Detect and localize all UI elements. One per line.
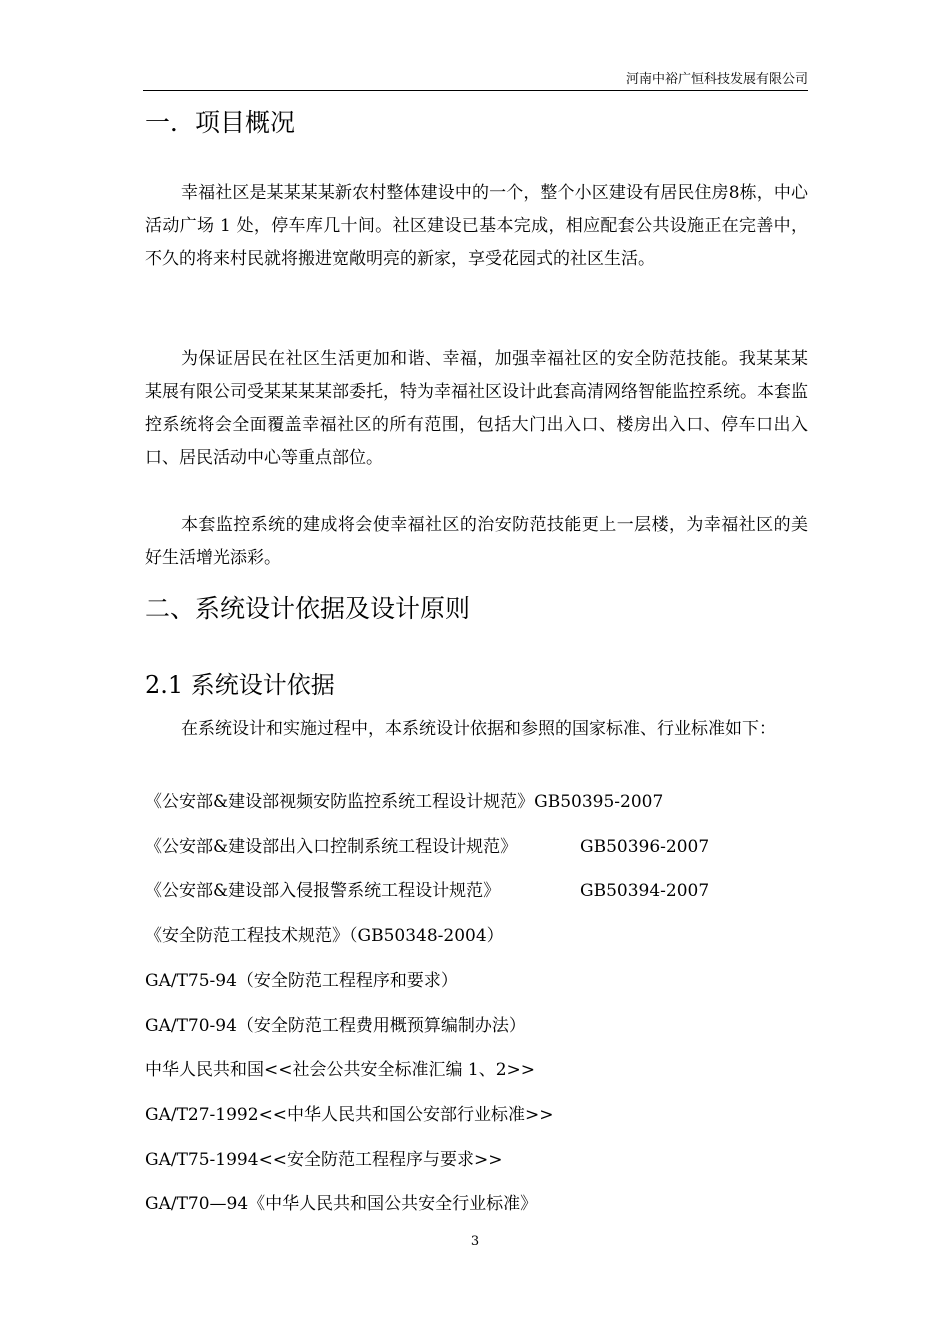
reference-name: GA/T70—94《中华人民共和国公共安全行业标准》 bbox=[145, 1194, 538, 1214]
page-header bbox=[143, 70, 808, 91]
reference-name: GA/T27-1992<<中华人民共和国公安部行业标准>> bbox=[145, 1105, 554, 1125]
reference-name: 《安全防范工程技术规范》（GB50348-2004） bbox=[145, 926, 504, 946]
reference-code: GB50395-2007 bbox=[534, 792, 664, 812]
reference-item bbox=[145, 925, 504, 947]
reference-name: GA/T70-94（安全防范工程费用概预算编制办法） bbox=[145, 1016, 526, 1036]
subsection-2-1-title: 2.1 系统设计依据 bbox=[145, 671, 335, 699]
reference-item bbox=[145, 791, 663, 813]
paragraph-2: 为保证居民在社区生活更加和谐、幸福，加强幸福社区的安全防范技能。我某某某某展有限公司受某某某某部委托，特为幸福社区设计此套高清网络智能监控系统。本套监控系统将会全面覆盖幸福社区的所有范围，包括大门出入口、楼房出入口、停车口出入口、居民活动中心等重点部位。 bbox=[145, 349, 808, 468]
reference-item bbox=[145, 1149, 503, 1171]
reference-name: 《公安部&建设部视频安防监控系统工程设计规范》 bbox=[145, 792, 535, 812]
page-number: 3 bbox=[470, 1234, 480, 1249]
section-1-title: 一．项目概况 bbox=[145, 108, 296, 137]
reference-name: GA/T75-94（安全防范工程程序和要求） bbox=[145, 971, 458, 991]
reference-name: 《公安部&建设部入侵报警系统工程设计规范》 bbox=[145, 881, 501, 901]
reference-name: GA/T75-1994<<安全防范工程程序与要求>> bbox=[145, 1150, 503, 1170]
reference-code: GB50396-2007 bbox=[580, 837, 710, 857]
reference-item bbox=[145, 1104, 554, 1126]
reference-code: GB50394-2007 bbox=[580, 881, 710, 901]
paragraph-3: 本套监控系统的建成将会使幸福社区的治安防范技能更上一层楼，为幸福社区的美好生活增光添彩。 bbox=[145, 515, 808, 568]
reference-item bbox=[145, 970, 458, 992]
reference-name: 中华人民共和国<<社会公共安全标准汇编 1、2>> bbox=[145, 1060, 536, 1080]
reference-item bbox=[145, 1015, 526, 1037]
references-intro: 在系统设计和实施过程中，本系统设计依据和参照的国家标准、行业标准如下： bbox=[181, 719, 776, 739]
reference-item bbox=[145, 1059, 535, 1081]
company-name: 河南中裕广恒科技发展有限公司 bbox=[625, 72, 808, 87]
section-2-title: 二、系统设计依据及设计原则 bbox=[145, 594, 471, 623]
paragraph-1: 幸福社区是某某某某新农村整体建设中的一个，整个小区建设有居民住房8栋，中心活动广场 1 处，停车库几十间。社区建设已基本完成，相应配套公共设施正在完善中，不久的将来村民就将搬进宽敞明亮的新家，享受花园式的社区生活。 bbox=[145, 183, 808, 269]
reference-item bbox=[145, 836, 808, 858]
reference-name: 《公安部&建设部出入口控制系统工程设计规范》 bbox=[145, 837, 518, 857]
reference-item bbox=[145, 1193, 537, 1215]
reference-item bbox=[145, 880, 808, 902]
